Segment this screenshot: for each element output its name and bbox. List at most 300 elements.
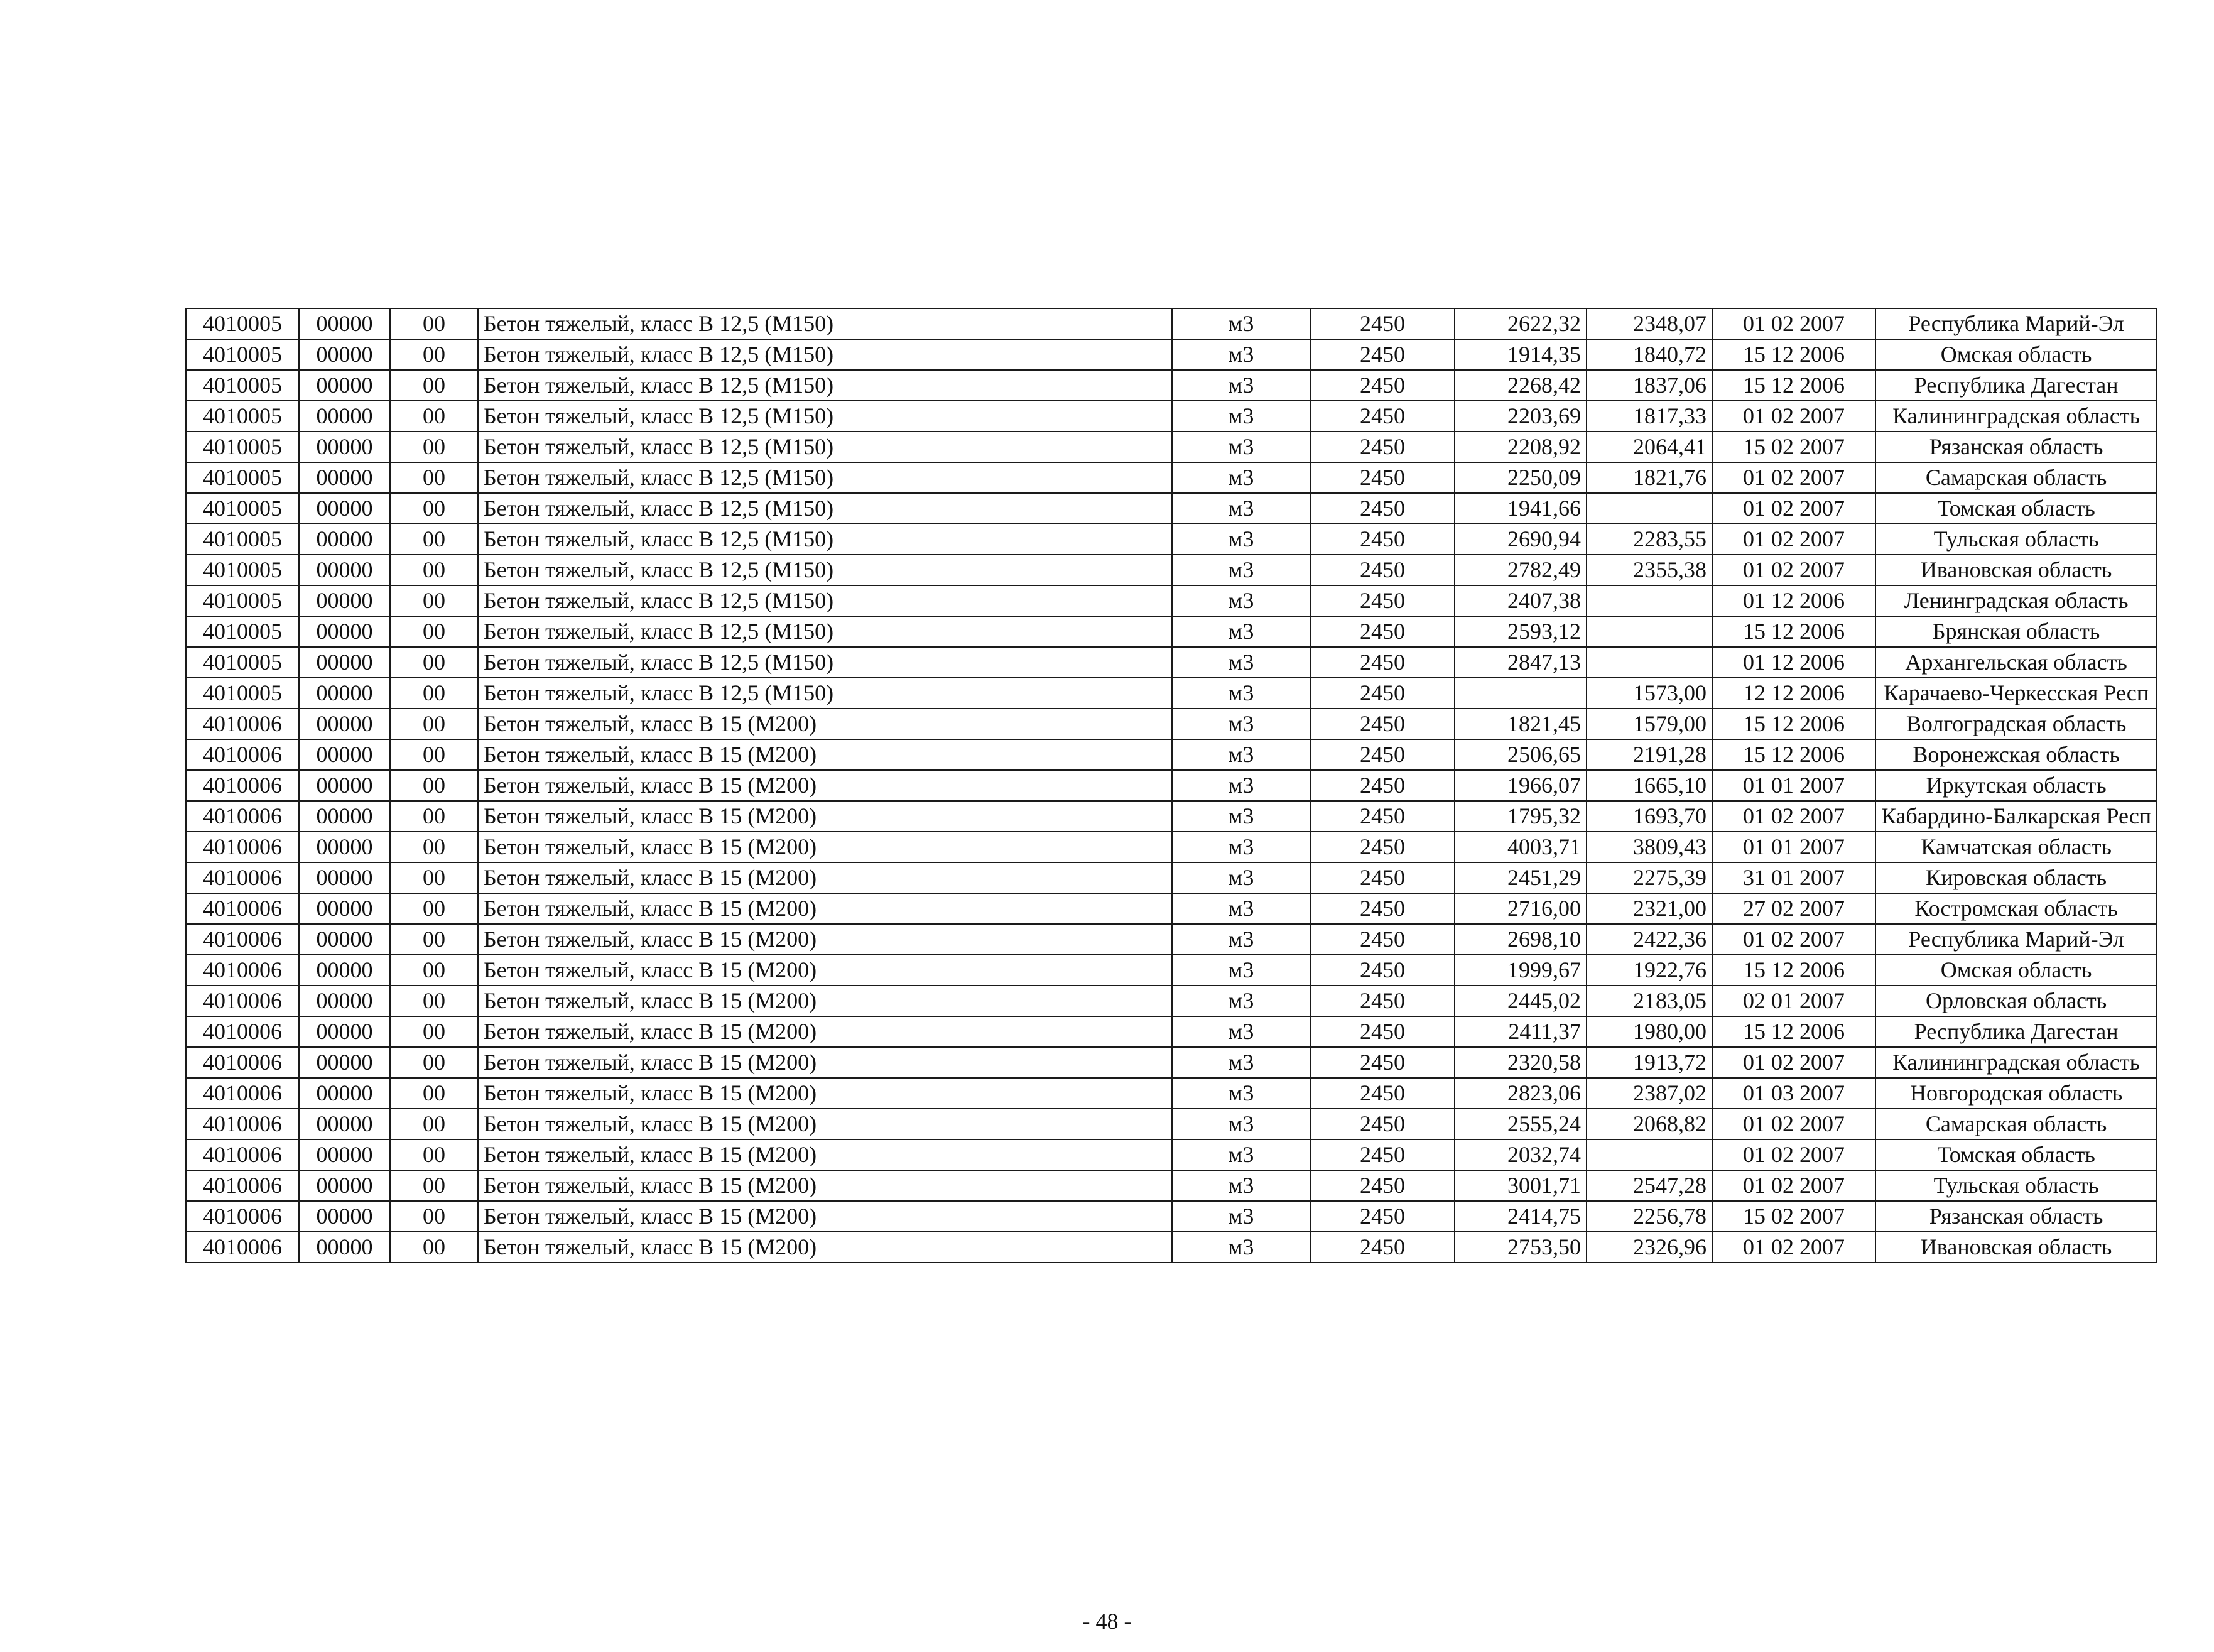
cell-region: Волгоградская область bbox=[1875, 709, 2157, 739]
cell-region: Ивановская область bbox=[1875, 1232, 2157, 1263]
cell-date: 01 12 2006 bbox=[1712, 647, 1875, 678]
cell-price-1: 2690,94 bbox=[1455, 524, 1587, 555]
cell-density: 2450 bbox=[1310, 1047, 1455, 1078]
cell-ext: 00 bbox=[390, 616, 478, 647]
cell-region: Республика Дагестан bbox=[1875, 1016, 2157, 1047]
cell-code: 4010005 bbox=[186, 678, 299, 709]
cell-price-2: 2321,00 bbox=[1587, 893, 1712, 924]
cell-unit: м3 bbox=[1172, 555, 1310, 585]
cell-ext: 00 bbox=[390, 1078, 478, 1109]
cell-unit: м3 bbox=[1172, 462, 1310, 493]
cell-price-1: 2753,50 bbox=[1455, 1232, 1587, 1263]
cell-code: 4010005 bbox=[186, 555, 299, 585]
cell-region: Иркутская область bbox=[1875, 770, 2157, 801]
cell-ext: 00 bbox=[390, 1232, 478, 1263]
cell-code: 4010006 bbox=[186, 1139, 299, 1170]
cell-density: 2450 bbox=[1310, 462, 1455, 493]
cell-date: 01 02 2007 bbox=[1712, 1109, 1875, 1139]
cell-code: 4010006 bbox=[186, 739, 299, 770]
cell-price-1: 2250,09 bbox=[1455, 462, 1587, 493]
cell-density: 2450 bbox=[1310, 370, 1455, 401]
table-row bbox=[186, 524, 2157, 555]
cell-price-1: 2555,24 bbox=[1455, 1109, 1587, 1139]
cell-date: 15 12 2006 bbox=[1712, 1016, 1875, 1047]
cell-unit: м3 bbox=[1172, 308, 1310, 339]
cell-code: 4010005 bbox=[186, 339, 299, 370]
cell-region: Самарская область bbox=[1875, 1109, 2157, 1139]
cell-price-2: 2326,96 bbox=[1587, 1232, 1712, 1263]
cell-date: 01 03 2007 bbox=[1712, 1078, 1875, 1109]
cell-material-name: Бетон тяжелый, класс В 12,5 (М150) bbox=[478, 370, 1172, 401]
cell-code: 4010005 bbox=[186, 308, 299, 339]
table-row bbox=[186, 770, 2157, 801]
cell-region: Республика Марий-Эл bbox=[1875, 924, 2157, 955]
cell-unit: м3 bbox=[1172, 585, 1310, 616]
cell-code: 4010005 bbox=[186, 493, 299, 524]
cell-region: Томская область bbox=[1875, 1139, 2157, 1170]
table-row bbox=[186, 647, 2157, 678]
cell-region: Кировская область bbox=[1875, 862, 2157, 893]
cell-density: 2450 bbox=[1310, 585, 1455, 616]
cell-unit: м3 bbox=[1172, 739, 1310, 770]
cell-unit: м3 bbox=[1172, 678, 1310, 709]
cell-price-1: 2407,38 bbox=[1455, 585, 1587, 616]
cell-ext: 00 bbox=[390, 339, 478, 370]
cell-price-1: 2622,32 bbox=[1455, 308, 1587, 339]
cell-price-2: 2387,02 bbox=[1587, 1078, 1712, 1109]
cell-density: 2450 bbox=[1310, 1016, 1455, 1047]
cell-date: 27 02 2007 bbox=[1712, 893, 1875, 924]
cell-ext: 00 bbox=[390, 401, 478, 432]
cell-unit: м3 bbox=[1172, 401, 1310, 432]
cell-price-1: 2716,00 bbox=[1455, 893, 1587, 924]
cell-price-1: 2593,12 bbox=[1455, 616, 1587, 647]
cell-subcode: 00000 bbox=[299, 986, 390, 1016]
price-table bbox=[185, 308, 2157, 1263]
cell-price-2 bbox=[1587, 616, 1712, 647]
cell-material-name: Бетон тяжелый, класс В 15 (М200) bbox=[478, 1201, 1172, 1232]
cell-subcode: 00000 bbox=[299, 1016, 390, 1047]
cell-price-2 bbox=[1587, 493, 1712, 524]
table-row bbox=[186, 339, 2157, 370]
cell-ext: 00 bbox=[390, 986, 478, 1016]
cell-price-1: 1821,45 bbox=[1455, 709, 1587, 739]
cell-ext: 00 bbox=[390, 308, 478, 339]
cell-code: 4010006 bbox=[186, 1109, 299, 1139]
cell-material-name: Бетон тяжелый, класс В 15 (М200) bbox=[478, 801, 1172, 832]
cell-ext: 00 bbox=[390, 1201, 478, 1232]
cell-region: Республика Марий-Эл bbox=[1875, 308, 2157, 339]
cell-price-1: 2451,29 bbox=[1455, 862, 1587, 893]
cell-unit: м3 bbox=[1172, 524, 1310, 555]
cell-material-name: Бетон тяжелый, класс В 15 (М200) bbox=[478, 1016, 1172, 1047]
table-row bbox=[186, 1232, 2157, 1263]
cell-price-2: 1579,00 bbox=[1587, 709, 1712, 739]
cell-subcode: 00000 bbox=[299, 401, 390, 432]
cell-unit: м3 bbox=[1172, 801, 1310, 832]
cell-ext: 00 bbox=[390, 432, 478, 462]
cell-unit: м3 bbox=[1172, 493, 1310, 524]
table-row bbox=[186, 555, 2157, 585]
cell-material-name: Бетон тяжелый, класс В 15 (М200) bbox=[478, 832, 1172, 862]
cell-date: 15 12 2006 bbox=[1712, 739, 1875, 770]
cell-material-name: Бетон тяжелый, класс В 12,5 (М150) bbox=[478, 678, 1172, 709]
cell-code: 4010006 bbox=[186, 1201, 299, 1232]
table-row bbox=[186, 955, 2157, 986]
cell-material-name: Бетон тяжелый, класс В 15 (М200) bbox=[478, 862, 1172, 893]
cell-subcode: 00000 bbox=[299, 616, 390, 647]
cell-date: 01 02 2007 bbox=[1712, 1139, 1875, 1170]
cell-material-name: Бетон тяжелый, класс В 12,5 (М150) bbox=[478, 462, 1172, 493]
cell-material-name: Бетон тяжелый, класс В 15 (М200) bbox=[478, 1139, 1172, 1170]
cell-code: 4010005 bbox=[186, 524, 299, 555]
cell-material-name: Бетон тяжелый, класс В 12,5 (М150) bbox=[478, 339, 1172, 370]
cell-price-2: 2275,39 bbox=[1587, 862, 1712, 893]
cell-ext: 00 bbox=[390, 370, 478, 401]
cell-price-2: 1980,00 bbox=[1587, 1016, 1712, 1047]
cell-price-2: 1693,70 bbox=[1587, 801, 1712, 832]
cell-subcode: 00000 bbox=[299, 862, 390, 893]
cell-price-2: 1913,72 bbox=[1587, 1047, 1712, 1078]
cell-subcode: 00000 bbox=[299, 1047, 390, 1078]
cell-density: 2450 bbox=[1310, 432, 1455, 462]
cell-date: 31 01 2007 bbox=[1712, 862, 1875, 893]
cell-code: 4010005 bbox=[186, 647, 299, 678]
cell-code: 4010005 bbox=[186, 401, 299, 432]
cell-subcode: 00000 bbox=[299, 1170, 390, 1201]
cell-subcode: 00000 bbox=[299, 585, 390, 616]
table-row bbox=[186, 1047, 2157, 1078]
cell-region: Республика Дагестан bbox=[1875, 370, 2157, 401]
cell-density: 2450 bbox=[1310, 401, 1455, 432]
cell-subcode: 00000 bbox=[299, 462, 390, 493]
cell-ext: 00 bbox=[390, 770, 478, 801]
cell-region: Томская область bbox=[1875, 493, 2157, 524]
cell-density: 2450 bbox=[1310, 770, 1455, 801]
cell-ext: 00 bbox=[390, 739, 478, 770]
cell-date: 15 12 2006 bbox=[1712, 339, 1875, 370]
cell-region: Карачаево-Черкесская Респ bbox=[1875, 678, 2157, 709]
cell-region: Калининградская область bbox=[1875, 1047, 2157, 1078]
cell-unit: м3 bbox=[1172, 432, 1310, 462]
cell-date: 15 02 2007 bbox=[1712, 1201, 1875, 1232]
cell-unit: м3 bbox=[1172, 616, 1310, 647]
cell-density: 2450 bbox=[1310, 986, 1455, 1016]
cell-ext: 00 bbox=[390, 647, 478, 678]
cell-subcode: 00000 bbox=[299, 1232, 390, 1263]
cell-unit: м3 bbox=[1172, 1232, 1310, 1263]
cell-subcode: 00000 bbox=[299, 678, 390, 709]
cell-material-name: Бетон тяжелый, класс В 15 (М200) bbox=[478, 709, 1172, 739]
cell-density: 2450 bbox=[1310, 308, 1455, 339]
cell-unit: м3 bbox=[1172, 924, 1310, 955]
cell-price-1: 2268,42 bbox=[1455, 370, 1587, 401]
cell-density: 2450 bbox=[1310, 801, 1455, 832]
cell-date: 01 01 2007 bbox=[1712, 832, 1875, 862]
cell-material-name: Бетон тяжелый, класс В 12,5 (М150) bbox=[478, 647, 1172, 678]
cell-ext: 00 bbox=[390, 1047, 478, 1078]
cell-density: 2450 bbox=[1310, 647, 1455, 678]
cell-region: Самарская область bbox=[1875, 462, 2157, 493]
cell-price-1: 2208,92 bbox=[1455, 432, 1587, 462]
cell-price-2: 2422,36 bbox=[1587, 924, 1712, 955]
cell-price-2: 2183,05 bbox=[1587, 986, 1712, 1016]
cell-density: 2450 bbox=[1310, 339, 1455, 370]
cell-subcode: 00000 bbox=[299, 801, 390, 832]
cell-unit: м3 bbox=[1172, 955, 1310, 986]
cell-date: 01 02 2007 bbox=[1712, 924, 1875, 955]
cell-code: 4010005 bbox=[186, 432, 299, 462]
cell-unit: м3 bbox=[1172, 1170, 1310, 1201]
cell-subcode: 00000 bbox=[299, 832, 390, 862]
cell-code: 4010006 bbox=[186, 770, 299, 801]
cell-ext: 00 bbox=[390, 1016, 478, 1047]
cell-price-2: 1573,00 bbox=[1587, 678, 1712, 709]
cell-unit: м3 bbox=[1172, 1109, 1310, 1139]
table-row bbox=[186, 401, 2157, 432]
table-row bbox=[186, 1078, 2157, 1109]
cell-date: 02 01 2007 bbox=[1712, 986, 1875, 1016]
cell-code: 4010006 bbox=[186, 1078, 299, 1109]
cell-density: 2450 bbox=[1310, 493, 1455, 524]
cell-price-1: 2445,02 bbox=[1455, 986, 1587, 1016]
cell-price-1: 1966,07 bbox=[1455, 770, 1587, 801]
table-row bbox=[186, 986, 2157, 1016]
cell-unit: м3 bbox=[1172, 770, 1310, 801]
cell-material-name: Бетон тяжелый, класс В 12,5 (М150) bbox=[478, 585, 1172, 616]
cell-price-2: 1665,10 bbox=[1587, 770, 1712, 801]
table-row bbox=[186, 1201, 2157, 1232]
cell-material-name: Бетон тяжелый, класс В 15 (М200) bbox=[478, 986, 1172, 1016]
cell-price-1: 2411,37 bbox=[1455, 1016, 1587, 1047]
cell-code: 4010005 bbox=[186, 585, 299, 616]
cell-code: 4010005 bbox=[186, 616, 299, 647]
cell-density: 2450 bbox=[1310, 924, 1455, 955]
cell-subcode: 00000 bbox=[299, 770, 390, 801]
cell-material-name: Бетон тяжелый, класс В 15 (М200) bbox=[478, 1109, 1172, 1139]
cell-region: Кабардино-Балкарская Респ bbox=[1875, 801, 2157, 832]
cell-price-2: 1922,76 bbox=[1587, 955, 1712, 986]
cell-price-2 bbox=[1587, 647, 1712, 678]
page-number: - 48 - bbox=[1082, 1609, 1132, 1634]
cell-price-1: 2698,10 bbox=[1455, 924, 1587, 955]
cell-date: 15 12 2006 bbox=[1712, 955, 1875, 986]
cell-price-2: 1837,06 bbox=[1587, 370, 1712, 401]
cell-material-name: Бетон тяжелый, класс В 15 (М200) bbox=[478, 1232, 1172, 1263]
cell-density: 2450 bbox=[1310, 832, 1455, 862]
table-row bbox=[186, 893, 2157, 924]
cell-price-1: 3001,71 bbox=[1455, 1170, 1587, 1201]
cell-subcode: 00000 bbox=[299, 893, 390, 924]
cell-ext: 00 bbox=[390, 893, 478, 924]
cell-region: Костромская область bbox=[1875, 893, 2157, 924]
cell-region: Тульская область bbox=[1875, 1170, 2157, 1201]
cell-material-name: Бетон тяжелый, класс В 15 (М200) bbox=[478, 770, 1172, 801]
cell-unit: м3 bbox=[1172, 339, 1310, 370]
cell-unit: м3 bbox=[1172, 647, 1310, 678]
cell-unit: м3 bbox=[1172, 1047, 1310, 1078]
cell-date: 15 12 2006 bbox=[1712, 709, 1875, 739]
cell-date: 01 12 2006 bbox=[1712, 585, 1875, 616]
cell-material-name: Бетон тяжелый, класс В 15 (М200) bbox=[478, 739, 1172, 770]
cell-price-2 bbox=[1587, 585, 1712, 616]
cell-material-name: Бетон тяжелый, класс В 15 (М200) bbox=[478, 1047, 1172, 1078]
cell-price-1: 2414,75 bbox=[1455, 1201, 1587, 1232]
cell-price-2: 2547,28 bbox=[1587, 1170, 1712, 1201]
cell-code: 4010005 bbox=[186, 462, 299, 493]
cell-price-1: 2320,58 bbox=[1455, 1047, 1587, 1078]
cell-density: 2450 bbox=[1310, 1139, 1455, 1170]
cell-ext: 00 bbox=[390, 955, 478, 986]
cell-code: 4010006 bbox=[186, 1047, 299, 1078]
cell-code: 4010006 bbox=[186, 862, 299, 893]
cell-price-2: 2283,55 bbox=[1587, 524, 1712, 555]
table-row bbox=[186, 1016, 2157, 1047]
cell-date: 01 02 2007 bbox=[1712, 1047, 1875, 1078]
cell-price-2 bbox=[1587, 1139, 1712, 1170]
cell-unit: м3 bbox=[1172, 1139, 1310, 1170]
cell-unit: м3 bbox=[1172, 709, 1310, 739]
cell-material-name: Бетон тяжелый, класс В 15 (М200) bbox=[478, 1078, 1172, 1109]
table-row bbox=[186, 678, 2157, 709]
cell-density: 2450 bbox=[1310, 678, 1455, 709]
table-row bbox=[186, 862, 2157, 893]
cell-region: Калининградская область bbox=[1875, 401, 2157, 432]
table-row bbox=[186, 1109, 2157, 1139]
cell-price-2: 2348,07 bbox=[1587, 308, 1712, 339]
cell-unit: м3 bbox=[1172, 893, 1310, 924]
cell-ext: 00 bbox=[390, 832, 478, 862]
table-row bbox=[186, 493, 2157, 524]
cell-ext: 00 bbox=[390, 801, 478, 832]
cell-price-1: 1795,32 bbox=[1455, 801, 1587, 832]
cell-date: 01 02 2007 bbox=[1712, 493, 1875, 524]
cell-date: 01 01 2007 bbox=[1712, 770, 1875, 801]
cell-unit: м3 bbox=[1172, 986, 1310, 1016]
cell-code: 4010006 bbox=[186, 893, 299, 924]
cell-date: 01 02 2007 bbox=[1712, 401, 1875, 432]
cell-subcode: 00000 bbox=[299, 1201, 390, 1232]
cell-date: 01 02 2007 bbox=[1712, 555, 1875, 585]
cell-date: 12 12 2006 bbox=[1712, 678, 1875, 709]
cell-region: Рязанская область bbox=[1875, 432, 2157, 462]
cell-density: 2450 bbox=[1310, 1109, 1455, 1139]
table-row bbox=[186, 585, 2157, 616]
cell-price-2: 2256,78 bbox=[1587, 1201, 1712, 1232]
cell-material-name: Бетон тяжелый, класс В 12,5 (М150) bbox=[478, 524, 1172, 555]
cell-code: 4010006 bbox=[186, 801, 299, 832]
cell-density: 2450 bbox=[1310, 1232, 1455, 1263]
cell-subcode: 00000 bbox=[299, 924, 390, 955]
cell-density: 2450 bbox=[1310, 739, 1455, 770]
cell-code: 4010005 bbox=[186, 370, 299, 401]
cell-ext: 00 bbox=[390, 462, 478, 493]
cell-unit: м3 bbox=[1172, 832, 1310, 862]
cell-region: Архангельская область bbox=[1875, 647, 2157, 678]
cell-price-1: 2823,06 bbox=[1455, 1078, 1587, 1109]
cell-code: 4010006 bbox=[186, 709, 299, 739]
cell-region: Новгородская область bbox=[1875, 1078, 2157, 1109]
table-row bbox=[186, 1139, 2157, 1170]
cell-subcode: 00000 bbox=[299, 370, 390, 401]
cell-material-name: Бетон тяжелый, класс В 12,5 (М150) bbox=[478, 616, 1172, 647]
cell-material-name: Бетон тяжелый, класс В 12,5 (М150) bbox=[478, 401, 1172, 432]
cell-ext: 00 bbox=[390, 1109, 478, 1139]
cell-code: 4010006 bbox=[186, 832, 299, 862]
cell-density: 2450 bbox=[1310, 1078, 1455, 1109]
cell-ext: 00 bbox=[390, 585, 478, 616]
cell-material-name: Бетон тяжелый, класс В 15 (М200) bbox=[478, 893, 1172, 924]
cell-ext: 00 bbox=[390, 1139, 478, 1170]
cell-subcode: 00000 bbox=[299, 1139, 390, 1170]
cell-price-1: 2782,49 bbox=[1455, 555, 1587, 585]
cell-price-2: 1821,76 bbox=[1587, 462, 1712, 493]
cell-price-1: 2506,65 bbox=[1455, 739, 1587, 770]
cell-unit: м3 bbox=[1172, 370, 1310, 401]
cell-region: Воронежская область bbox=[1875, 739, 2157, 770]
cell-ext: 00 bbox=[390, 493, 478, 524]
cell-density: 2450 bbox=[1310, 955, 1455, 986]
cell-density: 2450 bbox=[1310, 616, 1455, 647]
cell-material-name: Бетон тяжелый, класс В 15 (М200) bbox=[478, 1170, 1172, 1201]
cell-ext: 00 bbox=[390, 678, 478, 709]
cell-price-2: 2068,82 bbox=[1587, 1109, 1712, 1139]
table-row bbox=[186, 739, 2157, 770]
cell-material-name: Бетон тяжелый, класс В 12,5 (М150) bbox=[478, 493, 1172, 524]
cell-region: Рязанская область bbox=[1875, 1201, 2157, 1232]
cell-date: 01 02 2007 bbox=[1712, 308, 1875, 339]
cell-material-name: Бетон тяжелый, класс В 12,5 (М150) bbox=[478, 308, 1172, 339]
cell-region: Брянская область bbox=[1875, 616, 2157, 647]
cell-unit: м3 bbox=[1172, 1078, 1310, 1109]
cell-code: 4010006 bbox=[186, 955, 299, 986]
cell-density: 2450 bbox=[1310, 709, 1455, 739]
cell-date: 15 12 2006 bbox=[1712, 370, 1875, 401]
table-row bbox=[186, 308, 2157, 339]
cell-price-2: 1817,33 bbox=[1587, 401, 1712, 432]
cell-region: Ивановская область bbox=[1875, 555, 2157, 585]
cell-subcode: 00000 bbox=[299, 432, 390, 462]
cell-price-1: 2032,74 bbox=[1455, 1139, 1587, 1170]
cell-price-2: 2191,28 bbox=[1587, 739, 1712, 770]
cell-density: 2450 bbox=[1310, 555, 1455, 585]
cell-unit: м3 bbox=[1172, 1201, 1310, 1232]
cell-unit: м3 bbox=[1172, 862, 1310, 893]
cell-price-2: 1840,72 bbox=[1587, 339, 1712, 370]
cell-code: 4010006 bbox=[186, 1232, 299, 1263]
cell-date: 01 02 2007 bbox=[1712, 1170, 1875, 1201]
cell-region: Орловская область bbox=[1875, 986, 2157, 1016]
cell-code: 4010006 bbox=[186, 924, 299, 955]
cell-subcode: 00000 bbox=[299, 1078, 390, 1109]
table-row bbox=[186, 801, 2157, 832]
cell-ext: 00 bbox=[390, 524, 478, 555]
cell-price-1: 1914,35 bbox=[1455, 339, 1587, 370]
cell-subcode: 00000 bbox=[299, 647, 390, 678]
cell-subcode: 00000 bbox=[299, 555, 390, 585]
cell-date: 01 02 2007 bbox=[1712, 801, 1875, 832]
cell-price-1: 1941,66 bbox=[1455, 493, 1587, 524]
cell-unit: м3 bbox=[1172, 1016, 1310, 1047]
cell-subcode: 00000 bbox=[299, 524, 390, 555]
table-row bbox=[186, 462, 2157, 493]
cell-price-1: 4003,71 bbox=[1455, 832, 1587, 862]
cell-subcode: 00000 bbox=[299, 1109, 390, 1139]
cell-date: 15 02 2007 bbox=[1712, 432, 1875, 462]
table-row bbox=[186, 616, 2157, 647]
table-row bbox=[186, 924, 2157, 955]
cell-price-2: 3809,43 bbox=[1587, 832, 1712, 862]
